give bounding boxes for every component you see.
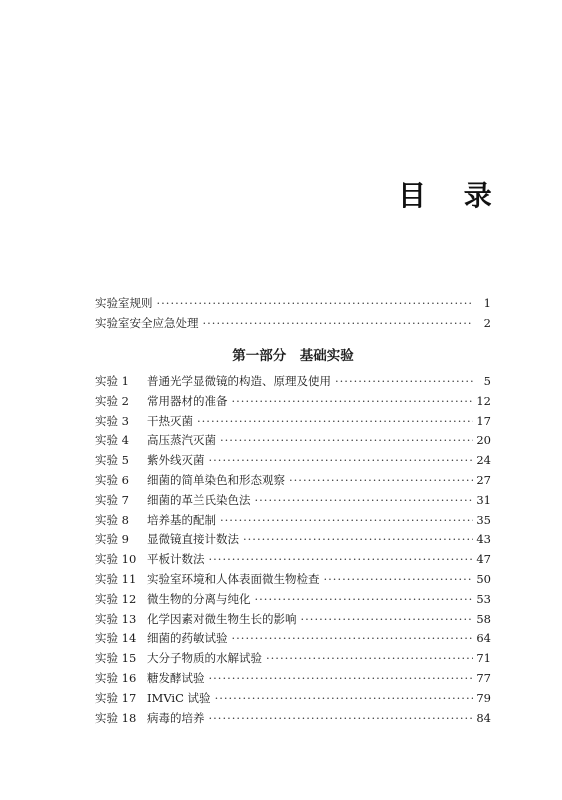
- toc-entry-label: 显微镜直接计数法: [147, 532, 239, 547]
- leader-dots: [157, 294, 474, 314]
- toc-entry-label: 普通光学显微镜的构造、原理及使用: [147, 374, 331, 388]
- toc-entry[interactable]: [95, 511, 491, 531]
- toc-entry-label: 细菌的革兰氏染色法: [147, 492, 251, 507]
- toc-entry-page: 43: [476, 532, 491, 547]
- toc-entry-page: 35: [476, 512, 491, 527]
- toc-entry-label: 大分子物质的水解试验: [147, 651, 262, 666]
- leader-dots: [255, 491, 474, 511]
- toc-entry-page: 12: [476, 393, 491, 408]
- leader-dots: [220, 431, 473, 451]
- toc-entry[interactable]: [95, 669, 491, 689]
- toc-entry-label: 常用器材的准备: [147, 393, 228, 408]
- toc-entry-number: 实验 4: [95, 433, 129, 448]
- toc-entry-label: 细菌的简单染色和形态观察: [147, 472, 285, 487]
- toc-entry[interactable]: [95, 709, 491, 729]
- experiment-list: [95, 372, 491, 728]
- toc-entry[interactable]: [95, 314, 491, 334]
- toc-entry-label: 实验室规则: [95, 296, 153, 310]
- toc-entry[interactable]: [95, 629, 491, 649]
- toc-entry-page: 71: [476, 651, 491, 666]
- toc-entry[interactable]: [95, 530, 491, 550]
- page-title: 目 录: [398, 179, 506, 212]
- leader-dots: [209, 709, 474, 729]
- toc-entry-label: 高压蒸汽灭菌: [147, 433, 216, 448]
- toc-entry[interactable]: [95, 431, 491, 451]
- toc-entry[interactable]: [95, 550, 491, 570]
- toc-entry-page: 64: [476, 631, 491, 646]
- toc-entry-number: 实验 8: [95, 512, 129, 527]
- toc-entry[interactable]: [95, 471, 491, 491]
- toc-entry-number: 实验 11: [95, 571, 137, 586]
- toc-entry-label: 病毒的培养: [147, 710, 205, 725]
- toc-entry-label: 微生物的分离与纯化: [147, 591, 251, 606]
- toc-entry[interactable]: [95, 610, 491, 630]
- toc-entry[interactable]: [95, 649, 491, 669]
- toc-entry-number: 实验 13: [95, 611, 137, 626]
- toc-entry-number: 实验 12: [95, 591, 137, 606]
- toc-entry-page: 58: [476, 611, 491, 626]
- leader-dots: [335, 372, 473, 392]
- toc-entry-number: 实验 10: [95, 552, 137, 567]
- front-matter-list: [95, 294, 491, 334]
- leader-dots: [197, 412, 473, 432]
- toc-entry[interactable]: [95, 689, 491, 709]
- leader-dots: [232, 392, 474, 412]
- toc-entry-number: 实验 14: [95, 631, 137, 646]
- leader-dots: [209, 550, 474, 570]
- leader-dots: [289, 471, 473, 491]
- toc-entry-page: 5: [483, 374, 491, 388]
- leader-dots: [232, 629, 474, 649]
- toc-entry-page: 79: [476, 690, 491, 705]
- toc-entry-page: 27: [476, 472, 491, 487]
- leader-dots: [209, 669, 474, 689]
- toc-entry-label: 细菌的药敏试验: [147, 631, 228, 646]
- toc-entry-number: 实验 3: [95, 413, 129, 428]
- toc-entry[interactable]: [95, 451, 491, 471]
- leader-dots: [255, 590, 474, 610]
- leader-dots: [220, 511, 473, 531]
- toc-entry-number: 实验 16: [95, 670, 137, 685]
- toc-entry-label: 干热灭菌: [147, 413, 193, 428]
- toc-entry[interactable]: [95, 392, 491, 412]
- leader-dots: [215, 689, 473, 709]
- toc-entry-number: 实验 7: [95, 492, 129, 507]
- toc-entry-label: 实验室环境和人体表面微生物检查: [147, 571, 320, 586]
- leader-dots: [301, 610, 474, 630]
- toc-entry-number: 实验 9: [95, 532, 129, 547]
- toc-entry-page: 2: [483, 315, 491, 330]
- toc-entry-number: 实验 1: [95, 374, 129, 388]
- toc-entry-page: 47: [476, 552, 491, 567]
- toc-entry-page: 1: [483, 296, 491, 310]
- toc-entry-label: IMViC 试验: [147, 690, 211, 705]
- toc-entry-page: 17: [476, 413, 491, 428]
- toc-entry-page: 24: [476, 453, 491, 468]
- toc-entry[interactable]: [95, 294, 491, 314]
- toc-entry-page: 84: [476, 710, 491, 725]
- toc-entry-page: 20: [476, 433, 491, 448]
- toc-entry[interactable]: [95, 372, 491, 392]
- toc-entry-number: 实验 6: [95, 472, 129, 487]
- toc-entry-label: 紫外线灭菌: [147, 453, 205, 468]
- toc-entry-label: 培养基的配制: [147, 512, 216, 527]
- section-heading: 第一部分 基础实验: [232, 348, 354, 364]
- toc-entry-number: 实验 15: [95, 651, 137, 666]
- toc-entry-number: 实验 2: [95, 393, 129, 408]
- leader-dots: [324, 570, 474, 590]
- toc-entry[interactable]: [95, 412, 491, 432]
- toc-entry[interactable]: [95, 590, 491, 610]
- toc-entry-page: 77: [476, 670, 491, 685]
- toc-entry-page: 50: [476, 571, 491, 586]
- toc-entry[interactable]: [95, 491, 491, 511]
- toc-entry[interactable]: [95, 570, 491, 590]
- toc-entry-page: 31: [476, 492, 491, 507]
- toc-entry-label: 糖发酵试验: [147, 670, 205, 685]
- toc-entry-label: 平板计数法: [147, 552, 205, 567]
- leader-dots: [243, 530, 473, 550]
- toc-entry-number: 实验 17: [95, 690, 137, 705]
- toc-entry-label: 实验室安全应急处理: [95, 315, 199, 330]
- leader-dots: [203, 314, 474, 334]
- toc-entry-page: 53: [476, 591, 491, 606]
- toc-entry-number: 实验 5: [95, 453, 129, 468]
- leader-dots: [209, 451, 474, 471]
- toc-entry-number: 实验 18: [95, 710, 137, 725]
- toc-entry-label: 化学因素对微生物生长的影响: [147, 611, 297, 626]
- leader-dots: [266, 649, 473, 669]
